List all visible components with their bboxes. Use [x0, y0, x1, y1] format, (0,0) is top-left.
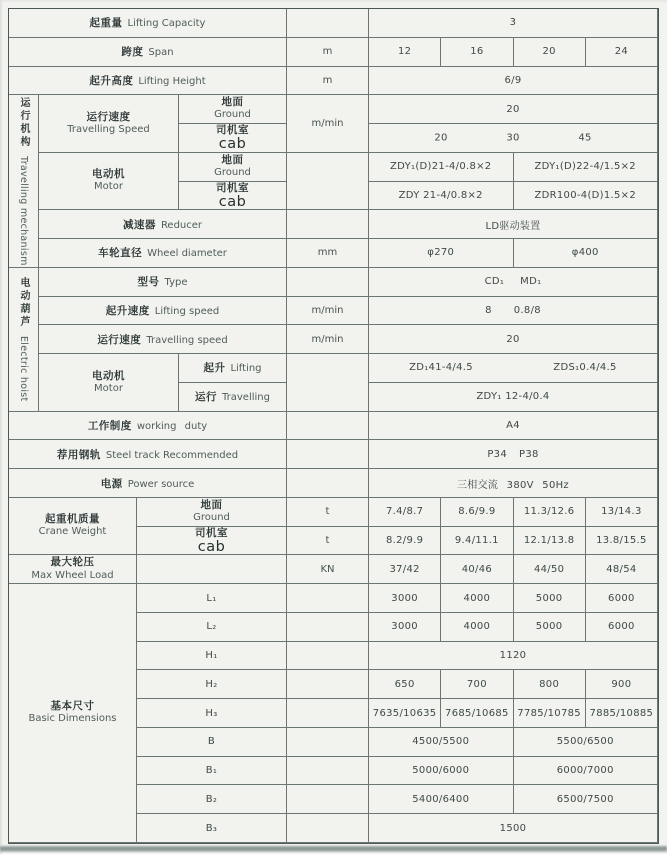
label-en: Lifting speed [154, 305, 220, 317]
value-L2 [369, 613, 441, 642]
sub-label-cab [179, 182, 287, 211]
value-text: 5000/6000 [412, 765, 470, 777]
label-zh: 电动机 [92, 168, 125, 181]
dim-symbol-B2 [137, 785, 287, 814]
value-text: 0.8/8 [513, 304, 541, 316]
symbol-text: H₁ [205, 650, 218, 662]
sub-label-ground [179, 95, 287, 124]
dim-symbol-H2 [137, 670, 287, 699]
label-en: Ground [214, 166, 251, 178]
unit-cell [287, 297, 369, 326]
section-basic-dimensions [9, 584, 137, 843]
value-text: 13.8/15.5 [596, 535, 647, 547]
symbol-text: B₃ [205, 822, 218, 834]
value-B2 [514, 785, 659, 814]
value-L1 [586, 584, 658, 613]
empty-unit-cell [287, 613, 369, 642]
label-zh: 型号 [137, 276, 160, 289]
unit-text: m/min [311, 333, 344, 345]
unit-cell [287, 498, 369, 527]
label-zh: 跨度 [121, 46, 144, 59]
unit-text: KN [320, 563, 335, 575]
label-en: Lifting [230, 363, 262, 375]
value-text: MD₁ [520, 276, 542, 288]
symbol-text: B₂ [205, 793, 218, 805]
value-L2 [586, 613, 658, 642]
value-text: 11.3/12.6 [523, 506, 575, 518]
label-en: Type [164, 277, 188, 289]
label-zh: 地面 [221, 153, 244, 166]
dim-symbol-B [137, 728, 287, 757]
label-zh: 工作制度 [87, 419, 132, 432]
value-text: 1120 [499, 650, 527, 662]
empty-unit-cell [287, 670, 369, 699]
value-text: 12.1/13.8 [523, 535, 575, 547]
value-B2 [369, 785, 514, 814]
value-crane-weight-ground [514, 498, 586, 527]
label-en: Ground [193, 512, 230, 524]
label-en: Travelling Speed [67, 123, 150, 135]
value-text: 24 [614, 46, 629, 58]
label-en: cab [197, 538, 226, 555]
empty-unit-cell [287, 757, 369, 786]
empty-unit-cell [287, 412, 369, 441]
value-text: 20 [506, 103, 520, 115]
value-L2 [441, 613, 513, 642]
value-text: 5500/6500 [556, 736, 614, 748]
value-H3 [369, 699, 441, 728]
value-text: 30 [506, 132, 520, 144]
value-text: 40/46 [461, 563, 493, 575]
value-text: 4500/5500 [412, 736, 470, 748]
value-motor-cab-b [514, 182, 659, 211]
value-crane-weight-ground [369, 498, 441, 527]
value-wheel-diameter-b [514, 239, 659, 268]
row-label-steel-track [9, 440, 287, 469]
label-zh: 起升速度 [105, 304, 150, 317]
sub-label-hoist-lifting [179, 354, 287, 383]
value-L1 [441, 584, 513, 613]
value-motor-ground-b [514, 153, 659, 182]
empty-unit-cell [287, 153, 369, 211]
value-B3 [369, 814, 658, 843]
label-en: Crane Weight [38, 526, 107, 538]
value-text: 900 [611, 678, 632, 690]
value-text: 3000 [391, 621, 418, 633]
section-label-en: Travelling mechanism [18, 155, 29, 266]
row-label-lifting-capacity [9, 9, 287, 38]
value-L1 [514, 584, 586, 613]
unit-cell [287, 38, 369, 67]
row-label-lifting-height [9, 67, 287, 96]
value-B [514, 728, 659, 757]
label-zh: 减速器 [122, 218, 156, 231]
value-text: 7885/10885 [589, 707, 654, 719]
value-span-20 [514, 38, 586, 67]
dim-symbol-B3 [137, 814, 287, 843]
value-text: 6000/7000 [556, 765, 614, 777]
value-crane-weight-cab [441, 527, 513, 556]
dim-symbol-L2 [137, 613, 287, 642]
value-text: CD₁ [484, 276, 505, 288]
scan-edge-left [0, 0, 2, 854]
value-span-16 [441, 38, 513, 67]
value-text: 20 [542, 46, 556, 58]
label-en: Travelling speed [146, 334, 228, 346]
value-text: φ400 [571, 247, 599, 259]
value-B [369, 728, 514, 757]
label-zh: 起升高度 [89, 74, 134, 87]
value-H2 [369, 670, 441, 699]
empty-unit-cell [287, 584, 369, 613]
value-max-wheel-load [586, 555, 658, 584]
value-text: 48/54 [606, 563, 637, 575]
label-zh: 运行速度 [97, 333, 142, 346]
value-H1 [369, 642, 658, 671]
section-label-zh: 运行机构 [18, 96, 29, 149]
empty-unit-cell [287, 354, 369, 412]
value-H3 [586, 699, 658, 728]
empty-unit-cell [287, 814, 369, 843]
value-text: P38 [519, 448, 539, 460]
unit-cell [287, 67, 369, 96]
row-label-reducer [39, 210, 287, 239]
unit-cell [287, 95, 369, 153]
empty-unit-cell [287, 728, 369, 757]
value-B1 [369, 757, 514, 786]
unit-text: m/min [311, 304, 344, 316]
value-text: 12 [397, 46, 412, 58]
symbol-text: H₂ [205, 678, 218, 690]
unit-text: m [322, 74, 333, 86]
value-travelling-speed-ground [369, 95, 658, 124]
value-power-source [369, 469, 658, 498]
value-crane-weight-cab [586, 527, 658, 556]
value-text: 16 [470, 46, 484, 58]
value-lifting-speed [369, 297, 658, 326]
value-span-12 [369, 38, 441, 67]
label-zh: 运行速度 [86, 110, 131, 123]
value-text: 20 [506, 333, 520, 345]
value-motor-cab-a [369, 182, 514, 211]
label-en: Motor [94, 181, 123, 193]
value-H2 [514, 670, 586, 699]
value-text: 4000 [463, 621, 491, 633]
sub-label-ground [179, 153, 287, 182]
value-H3 [441, 699, 513, 728]
label-zh: 起升 [203, 362, 226, 375]
label-en: Wheel diameter [147, 248, 227, 260]
empty-unit-cell [287, 699, 369, 728]
label-en: working duty [136, 420, 208, 432]
value-text: 650 [394, 678, 415, 690]
label-en: Lifting Height [138, 75, 206, 87]
value-reducer [369, 210, 658, 239]
empty-unit-cell [287, 9, 369, 38]
value-text: 9.4/11.1 [454, 535, 499, 547]
value-text: 7.4/8.7 [385, 506, 424, 518]
row-label-hoist-motor [39, 354, 179, 412]
value-text: ZDY₁(D)21-4/0.8×2 [390, 161, 492, 173]
empty-unit-cell [287, 440, 369, 469]
label-en: Reducer [160, 219, 203, 231]
label-en: Steel track Recommended [105, 449, 239, 461]
value-text: ZDS₁0.4/4.5 [553, 362, 617, 374]
unit-text: mm [317, 247, 338, 259]
label-zh: 荐用钢轨 [56, 448, 101, 461]
value-text: ZDY 21-4/0.8×2 [398, 189, 483, 201]
value-text: 6000 [608, 592, 635, 604]
value-text: ZD₁41-4/4.5 [409, 362, 473, 374]
value-working-duty [369, 412, 658, 441]
row-label-lifting-speed [39, 297, 287, 326]
empty-unit-cell [287, 785, 369, 814]
empty-cell [137, 555, 287, 584]
label-en: cab [218, 136, 247, 153]
value-text: 800 [539, 678, 560, 690]
value-text: A4 [506, 419, 520, 431]
sub-label-cab [179, 124, 287, 153]
unit-text: m [322, 46, 333, 58]
label-en: Max Wheel Load [31, 569, 114, 581]
value-wheel-diameter-a [369, 239, 514, 268]
row-label-span [9, 38, 287, 67]
label-zh: 运行 [195, 391, 218, 404]
value-text: 7685/10685 [445, 707, 509, 719]
sub-label-ground [137, 498, 287, 527]
value-B1 [514, 757, 659, 786]
symbol-text: B [207, 736, 216, 748]
dim-symbol-H1 [137, 642, 287, 671]
value-text: 700 [466, 678, 487, 690]
value-text: P34 [487, 448, 507, 460]
unit-text: t [325, 535, 330, 547]
symbol-text: H₃ [205, 707, 218, 719]
empty-unit-cell [287, 268, 369, 297]
value-hoist-motor-lifting [369, 354, 658, 383]
label-en: Motor [94, 382, 123, 394]
value-text: 5400/6400 [412, 793, 470, 805]
label-en: Ground [214, 109, 251, 121]
label-zh: 起重量 [89, 17, 123, 30]
value-H2 [586, 670, 658, 699]
unit-cell [287, 239, 369, 268]
label-zh: 地面 [221, 96, 244, 109]
value-text: 3000 [391, 592, 418, 604]
dim-symbol-B1 [137, 757, 287, 786]
value-text: 20 [434, 132, 448, 144]
value-text: 7635/10635 [372, 707, 437, 719]
value-text: 45 [578, 132, 592, 144]
row-label-travelling-speed [39, 95, 179, 153]
value-H3 [514, 699, 586, 728]
empty-unit-cell [287, 210, 369, 239]
symbol-text: L₁ [206, 592, 217, 604]
value-crane-weight-cab [369, 527, 441, 556]
value-motor-ground-a [369, 153, 514, 182]
value-text: 三相交流 380V 50Hz [457, 479, 569, 491]
row-label-working-duty [9, 412, 287, 441]
value-max-wheel-load [441, 555, 513, 584]
value-crane-weight-ground [441, 498, 513, 527]
value-span-24 [586, 38, 658, 67]
value-text: 8.6/9.9 [458, 506, 496, 518]
label-en: Span [148, 47, 174, 59]
label-en: Travelling [222, 392, 270, 404]
value-hoist-motor-travelling [369, 383, 658, 412]
value-text: ZDY₁ 12-4/0.4 [476, 391, 550, 403]
value-steel-track [369, 440, 658, 469]
empty-unit-cell [287, 642, 369, 671]
value-text: 8 [485, 304, 492, 316]
unit-text: m/min [311, 118, 344, 130]
row-label-power-source [9, 469, 287, 498]
dim-symbol-H3 [137, 699, 287, 728]
section-label-en: Electric hoist [18, 335, 29, 402]
value-text: φ270 [427, 247, 455, 259]
value-type [369, 268, 658, 297]
row-label-travel-motor [39, 153, 179, 211]
value-text: 44/50 [533, 563, 565, 575]
empty-unit-cell [287, 469, 369, 498]
label-en: Basic Dimensions [28, 713, 117, 725]
scan-edge-shadow [0, 845, 667, 852]
crane-specification-table [8, 8, 659, 844]
value-crane-weight-ground [586, 498, 658, 527]
value-text: 3 [509, 17, 517, 29]
label-en: Power source [127, 478, 195, 490]
value-text: 5000 [535, 621, 563, 633]
row-label-max-wheel-load [9, 555, 137, 584]
unit-cell [287, 325, 369, 354]
value-max-wheel-load [514, 555, 586, 584]
sub-label-cab [137, 527, 287, 556]
symbol-text: B₁ [205, 765, 218, 777]
value-travelling-speed-cab [369, 124, 658, 153]
row-label-type [39, 268, 287, 297]
value-text: 7785/10785 [517, 707, 581, 719]
value-L1 [369, 584, 441, 613]
row-label-hoist-travelling-speed [39, 325, 287, 354]
value-text: ZDY₁(D)22-4/1.5×2 [534, 161, 636, 173]
label-zh: 电源 [100, 477, 123, 490]
value-text: 1500 [499, 822, 527, 834]
label-zh: 起重机质量 [44, 513, 100, 526]
value-text: ZDR100-4(D)1.5×2 [534, 189, 636, 201]
label-zh: 车轮直径 [98, 247, 143, 260]
label-zh: 司机室 [216, 181, 249, 194]
section-electric-hoist [9, 268, 39, 412]
label-zh: 地面 [200, 498, 223, 511]
value-text: 6000 [608, 621, 635, 633]
value-text: 6500/7500 [556, 793, 614, 805]
dim-symbol-L1 [137, 584, 287, 613]
unit-text: t [325, 506, 330, 518]
value-text: 5000 [535, 592, 563, 604]
scan-edge-top [0, 0, 667, 2]
value-H2 [441, 670, 513, 699]
unit-cell [287, 527, 369, 556]
value-crane-weight-cab [514, 527, 586, 556]
label-en: Lifting Capacity [127, 18, 206, 30]
value-text: 6/9 [504, 74, 522, 86]
label-zh: 司机室 [195, 526, 228, 539]
value-hoist-travelling-speed [369, 325, 658, 354]
row-label-wheel-diameter [39, 239, 287, 268]
value-max-wheel-load [369, 555, 441, 584]
section-travelling-mechanism [9, 95, 39, 268]
value-text: 13/14.3 [601, 506, 642, 518]
label-zh: 基本尺寸 [50, 700, 95, 713]
label-zh: 电动机 [92, 369, 125, 382]
value-text: 4000 [463, 592, 491, 604]
section-label-zh: 电动葫芦 [18, 276, 29, 329]
unit-cell [287, 555, 369, 584]
value-lifting-height [369, 67, 658, 96]
label-zh: 最大轮压 [50, 556, 95, 569]
sub-label-hoist-travelling [179, 383, 287, 412]
value-text: 37/42 [389, 563, 420, 575]
row-label-crane-weight [9, 498, 137, 556]
value-L2 [514, 613, 586, 642]
symbol-text: L₂ [206, 621, 217, 633]
value-text: 8.2/9.9 [385, 535, 424, 547]
label-en: cab [218, 193, 247, 210]
label-zh: 司机室 [216, 124, 249, 137]
value-text: LD驱动装置 [485, 220, 541, 232]
value-lifting-capacity [369, 9, 658, 38]
